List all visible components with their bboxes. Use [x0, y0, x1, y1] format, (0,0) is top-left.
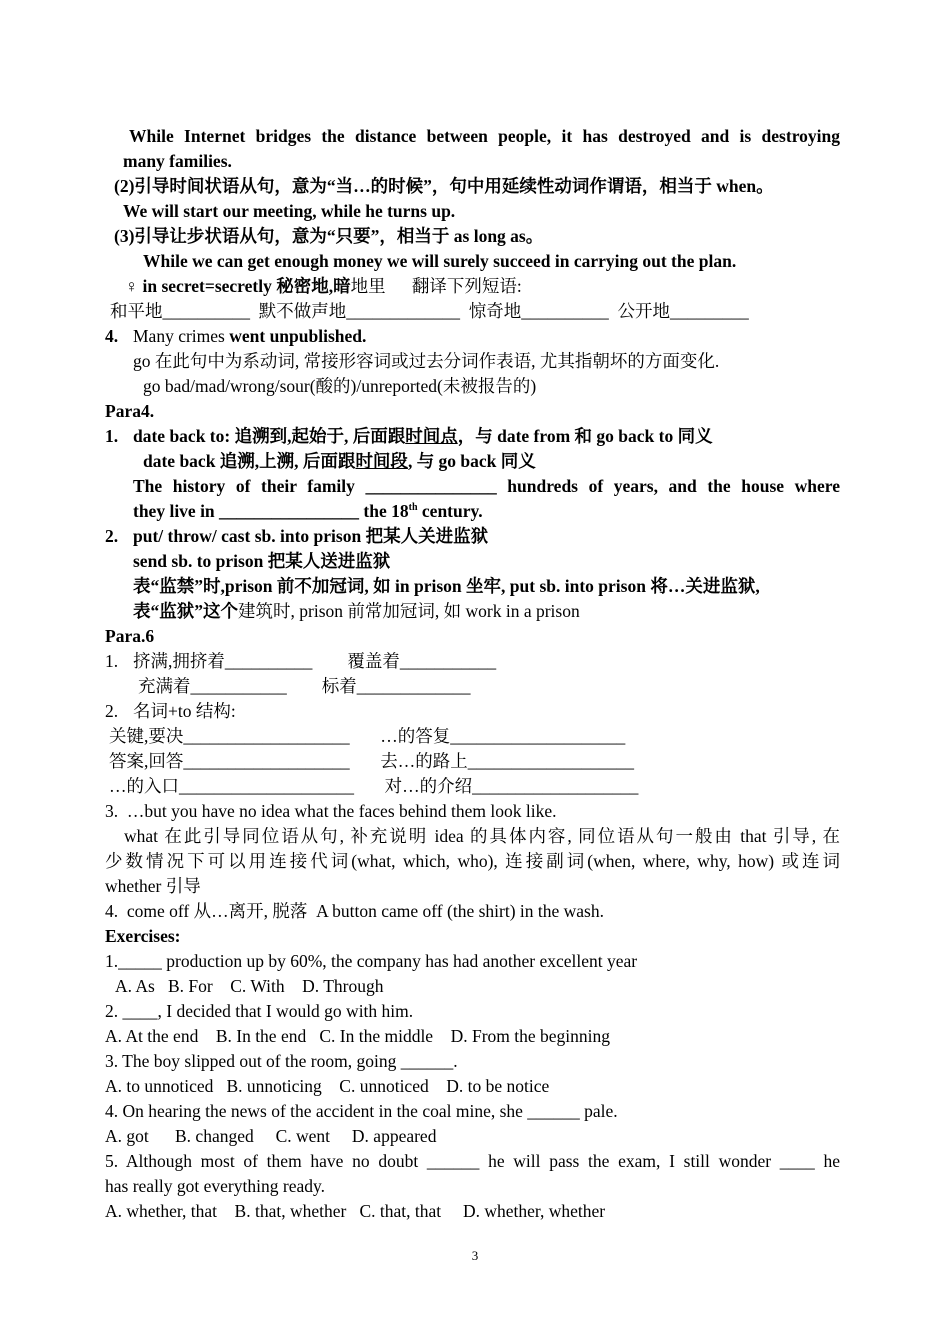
text-line: While Internet bridges the distance between people, it has destroyed and is destroying — [129, 126, 840, 146]
text-line: 和平地__________ 默不做声地_____________ 惊奇地__________ 公开地_________ — [110, 301, 749, 321]
phrase-underlined: 时间段 — [355, 451, 408, 471]
text-line: go bad/mad/wrong/sour(酸的)/unreported(未被报告的) — [143, 376, 537, 396]
question: 2. ____, I decided that I would go with him. — [105, 1001, 414, 1021]
question: 3. The boy slipped out of the room, going ______. — [105, 1051, 458, 1071]
text-line: whether 引导 — [105, 876, 201, 896]
text-line — [133, 424, 713, 449]
text-line: 挤满,拥挤着__________ 覆盖着___________ — [133, 651, 497, 671]
item-number: 1. — [105, 651, 119, 671]
text-line: what 在此引导同位语从句, 补充说明 idea 的具体内容, 同位语从句一般由 that 引导, 在 — [124, 826, 840, 846]
section-heading: Para4. — [105, 401, 155, 421]
phrase-normal: 建筑时, prison 前常加冠词, 如 work in a prison — [238, 601, 580, 621]
section-heading: Para.6 — [105, 626, 155, 646]
question: has really got everything ready. — [105, 1176, 325, 1196]
text-line: many families. — [123, 151, 232, 171]
text-line: (2)引导时间状语从句，意为“当…的时候”，句中用延续性动词作谓语，相当于 when。 — [114, 176, 774, 196]
phrase: date back to: 追溯到,起始于, 后面跟 — [133, 426, 406, 446]
phrase-normal: Many crimes — [133, 326, 230, 346]
text-line: go 在此句中为系动词, 常接形容词或过去分词作表语, 尤其指朝坏的方面变化. — [133, 351, 720, 371]
text-line: 表“监禁”时,prison 前不加冠词, 如 in prison 坐牢, put sb. into prison 将…关进监狱, — [133, 576, 760, 596]
text-line — [133, 599, 580, 624]
text-line: 答案,回答___________________ 去…的路上___________________ — [109, 751, 634, 771]
phrase: date back 追溯,上溯, 后面跟 — [143, 451, 356, 471]
phrase-bold: ♀ in secret=secretly 秘密地,暗 — [125, 276, 351, 296]
text-line: 名词+to 结构: — [133, 701, 236, 721]
question: 1._____ production up by 60%, the company has had another excellent year — [105, 951, 638, 971]
phrase: ，与 date from 和 go back to 同义 — [457, 426, 713, 446]
phrase: they live in ________________ the 18 — [133, 501, 409, 521]
text-line: (3)引导让步状语从句，意为“只要”，相当于 as long as。 — [114, 226, 544, 246]
text-line: 关键,要决___________________ …的答复____________________ — [109, 726, 626, 746]
text-line: send sb. to prison 把某人送进监狱 — [133, 551, 391, 571]
question: 4. On hearing the news of the accident in the coal mine, she ______ pale. — [105, 1101, 618, 1121]
text-line — [133, 499, 483, 524]
text-line — [143, 449, 536, 474]
text-line: put/ throw/ cast sb. into prison 把某人关进监狱 — [133, 526, 489, 546]
text-line: …的入口____________________ 对…的介绍___________________ — [109, 776, 639, 796]
text-line: While we can get enough money we will surely succeed in carrying out the plan. — [143, 251, 737, 271]
text-line: 少数情况下可以用连接代词(what, which, who), 连接副词(when, where, why, how) 或连词 — [105, 851, 840, 871]
answer-options: A. As B. For C. With D. Through — [115, 976, 384, 996]
text-line: 充满着___________ 标着_____________ — [138, 676, 471, 696]
phrase-underlined: 时间点 — [405, 426, 458, 446]
superscript: th — [408, 502, 418, 514]
item-number: 2. — [105, 701, 119, 721]
page-number: 3 — [471, 1248, 479, 1263]
answer-options: A. At the end B. In the end C. In the middle D. From the beginning — [105, 1026, 611, 1046]
text-line: 3. …but you have no idea what the faces behind them look like. — [105, 801, 557, 821]
item-number: 1. — [105, 426, 119, 446]
text-line — [133, 324, 366, 349]
phrase: , 与 go back 同义 — [407, 451, 536, 471]
phrase: century. — [417, 501, 483, 521]
phrase-normal: 地里 翻译下列短语: — [350, 276, 522, 296]
item-number: 4. — [105, 326, 119, 346]
text-line: The history of their family _______________ hundreds of years, and the house where — [133, 476, 840, 496]
text-line — [125, 274, 522, 299]
answer-options: A. got B. changed C. went D. appeared — [105, 1126, 437, 1146]
question: 5. Although most of them have no doubt ______ he will pass the exam, I still wonder ____ he — [105, 1151, 840, 1171]
phrase-bold: went unpublished. — [229, 326, 367, 346]
phrase-bold: 表“监狱”这个 — [133, 601, 238, 621]
section-heading: Exercises: — [105, 926, 181, 946]
answer-options: A. whether, that B. that, whether C. that, that D. whether, whether — [105, 1201, 606, 1221]
text-line: 4. come off 从…离开, 脱落 A button came off (the shirt) in the wash. — [105, 901, 604, 921]
text-line: We will start our meeting, while he turns up. — [123, 201, 456, 221]
answer-options: A. to unnoticed B. unnoticing C. unnoticed D. to be notice — [105, 1076, 550, 1096]
item-number: 2. — [105, 526, 119, 546]
